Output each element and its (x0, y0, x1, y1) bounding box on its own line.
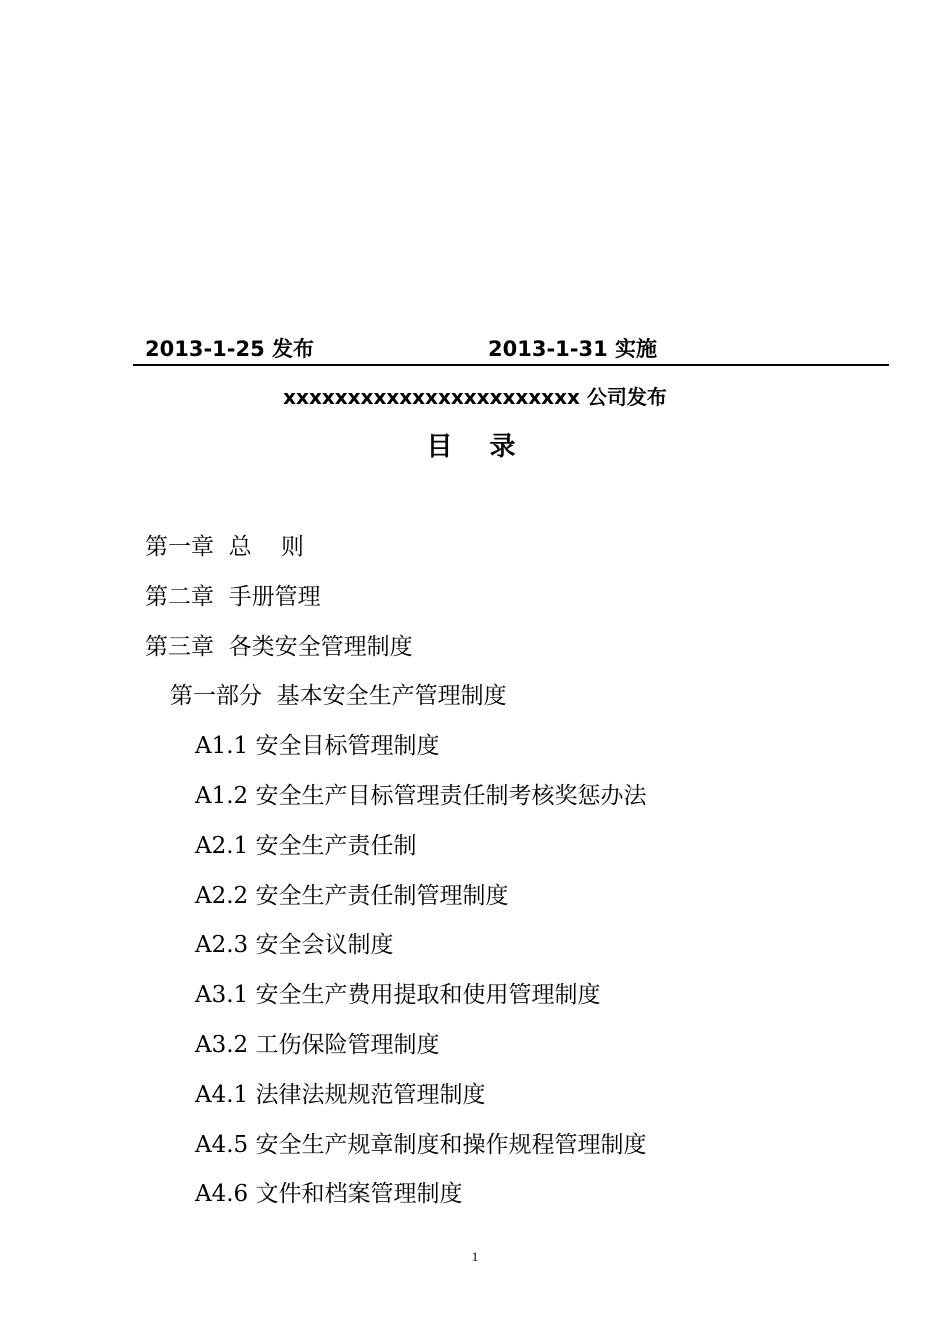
toc-item: A2.1 安全生产责任制 (195, 832, 417, 859)
toc-item: 第一部分 基本安全生产管理制度 (170, 683, 507, 710)
toc-item: A3.2 工伤保险管理制度 (195, 1031, 440, 1058)
toc-item: A4.5 安全生产规章制度和操作规程管理制度 (195, 1131, 647, 1158)
toc-item: A1.1 安全目标管理制度 (195, 733, 440, 760)
toc-item: A2.2 安全生产责任制管理制度 (195, 882, 509, 909)
toc-item: A2.3 安全会议制度 (195, 932, 394, 959)
toc-item: A1.2 安全生产目标管理责任制考核奖惩办法 (195, 782, 647, 809)
date-line (0, 333, 950, 365)
toc-item: A4.6 文件和档案管理制度 (195, 1181, 463, 1208)
table-of-contents (0, 524, 950, 1221)
publish-date: 2013-1-25 发布 (145, 337, 315, 361)
toc-item: 第三章 各类安全管理制度 (145, 633, 413, 660)
toc-item: 第一章 总 则 (145, 534, 304, 560)
toc-item: 第二章 手册管理 (145, 583, 321, 610)
header-divider (133, 364, 889, 366)
effective-date: 2013-1-31 实施 (488, 337, 658, 361)
toc-title: 目 录 (426, 432, 530, 462)
toc-item: A3.1 安全生产费用提取和使用管理制度 (195, 982, 601, 1009)
page-number: 1 (471, 1249, 479, 1264)
issuer-line: xxxxxxxxxxxxxxxxxxxxxxx 公司发布 (283, 385, 667, 409)
toc-item: A4.1 法律法规规范管理制度 (195, 1081, 486, 1108)
